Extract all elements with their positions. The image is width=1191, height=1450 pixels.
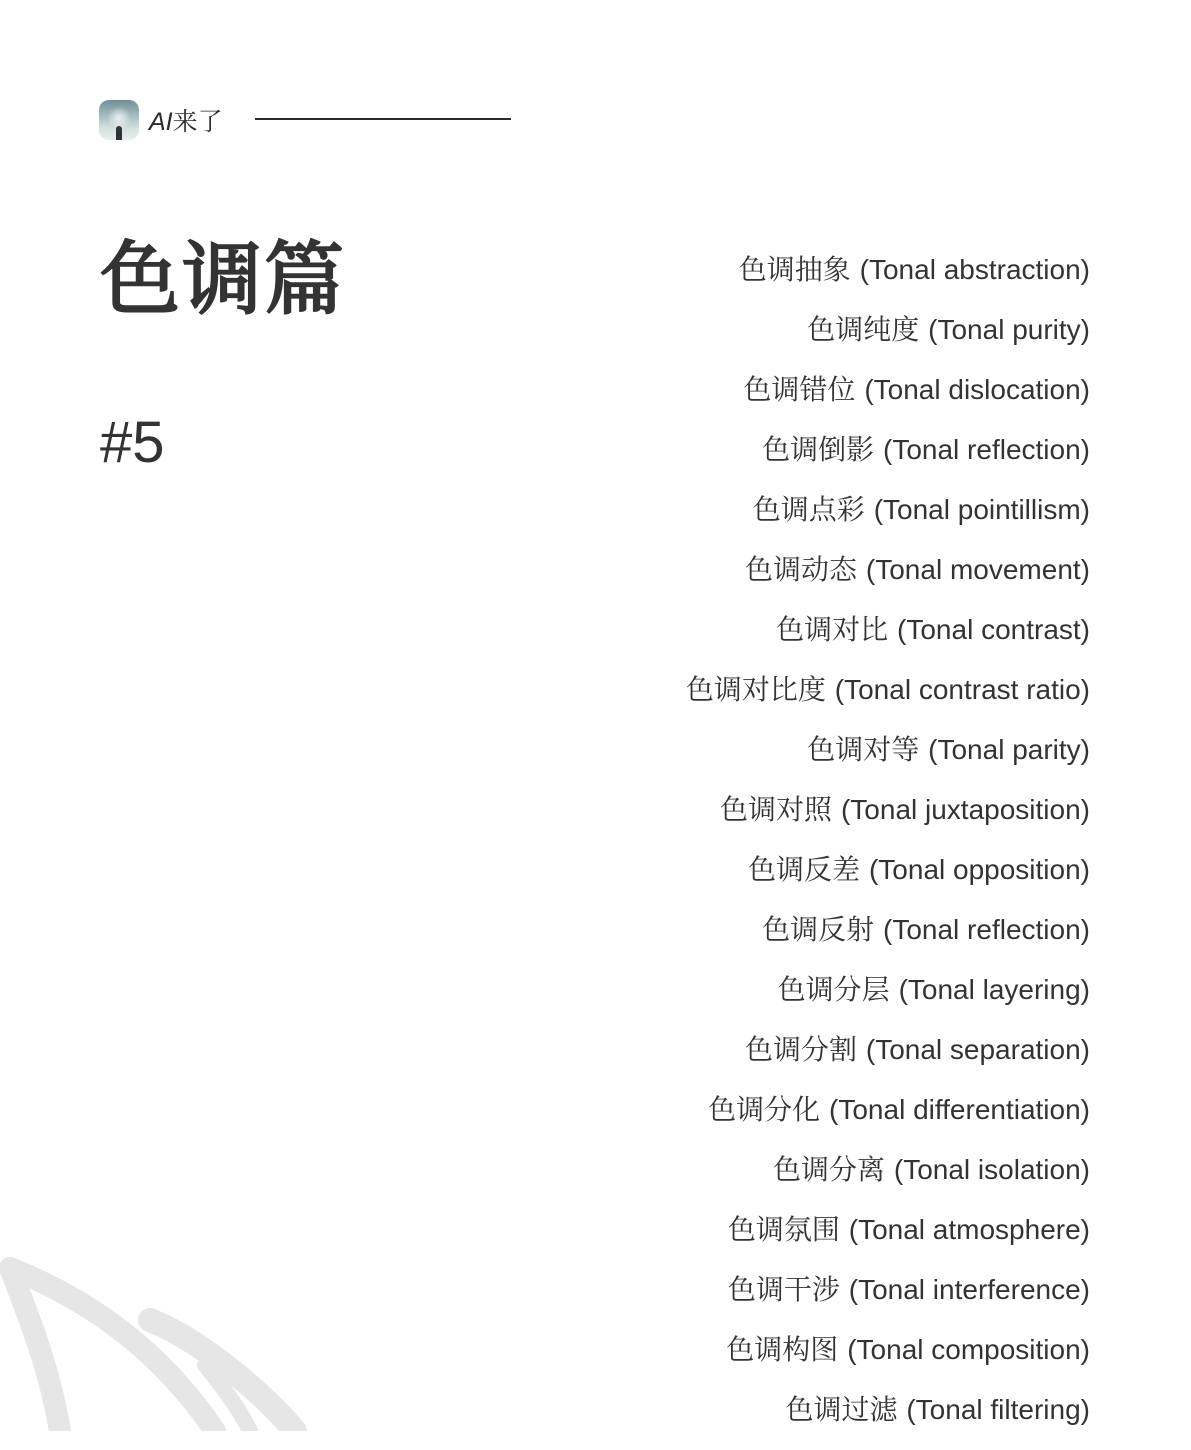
brand-name xyxy=(149,102,223,138)
list-item xyxy=(686,1390,1090,1450)
term-en: (Tonal reflection) xyxy=(883,434,1090,465)
term-zh: 色调对等 xyxy=(807,733,920,766)
term-zh: 色调错位 xyxy=(743,373,856,406)
list-item xyxy=(686,550,1090,610)
term-zh: 色调抽象 xyxy=(738,253,851,286)
brand-header xyxy=(99,100,223,140)
brush-stroke-decoration-icon xyxy=(0,1240,330,1431)
term-en: (Tonal opposition) xyxy=(868,854,1090,885)
term-zh: 色调干涉 xyxy=(727,1273,840,1306)
term-en: (Tonal reflection) xyxy=(883,914,1090,945)
list-item xyxy=(686,970,1090,1030)
brand-name-suffix: 来了 xyxy=(172,107,223,136)
term-zh: 色调反差 xyxy=(748,853,861,886)
term-en: (Tonal juxtaposition) xyxy=(840,794,1090,825)
term-en: (Tonal pointillism) xyxy=(873,494,1090,525)
term-en: (Tonal interference) xyxy=(848,1274,1090,1305)
brand-name-prefix: AI xyxy=(149,108,173,136)
list-item xyxy=(686,790,1090,850)
list-item xyxy=(686,310,1090,370)
list-item xyxy=(686,1330,1090,1390)
list-item xyxy=(686,670,1090,730)
term-zh: 色调分层 xyxy=(777,973,890,1006)
term-en: (Tonal abstraction) xyxy=(859,254,1090,285)
term-zh: 色调分离 xyxy=(772,1153,885,1186)
list-item xyxy=(686,610,1090,670)
term-zh: 色调构图 xyxy=(726,1333,839,1366)
term-zh: 色调对照 xyxy=(720,793,833,826)
term-zh: 色调过滤 xyxy=(785,1393,898,1426)
term-zh: 色调对比度 xyxy=(685,673,826,706)
term-en: (Tonal isolation) xyxy=(893,1154,1090,1185)
list-item xyxy=(686,1030,1090,1090)
list-item xyxy=(686,1090,1090,1150)
header-divider xyxy=(255,118,511,120)
list-item xyxy=(686,1270,1090,1330)
term-en: (Tonal composition) xyxy=(847,1334,1090,1365)
page-number: #5 xyxy=(100,410,165,475)
term-en: (Tonal filtering) xyxy=(906,1394,1090,1425)
term-zh: 色调倒影 xyxy=(762,433,875,466)
list-item xyxy=(686,850,1090,910)
logo-figure xyxy=(116,126,122,140)
term-list xyxy=(686,250,1090,1450)
list-item xyxy=(686,250,1090,310)
list-item xyxy=(686,490,1090,550)
term-zh: 色调氛围 xyxy=(727,1213,840,1246)
term-en: (Tonal dislocation) xyxy=(864,374,1090,405)
term-zh: 色调分割 xyxy=(744,1033,857,1066)
term-en: (Tonal contrast) xyxy=(897,614,1090,645)
page-title: 色调篇 xyxy=(100,233,346,326)
list-item xyxy=(686,910,1090,970)
term-en: (Tonal separation) xyxy=(865,1034,1090,1065)
term-zh: 色调分化 xyxy=(708,1093,821,1126)
avatar-logo-icon xyxy=(99,100,139,140)
term-en: (Tonal purity) xyxy=(928,314,1090,345)
list-item xyxy=(686,370,1090,430)
list-item xyxy=(686,430,1090,490)
term-zh: 色调反射 xyxy=(762,913,875,946)
term-en: (Tonal parity) xyxy=(928,734,1090,765)
term-en: (Tonal differentiation) xyxy=(829,1094,1090,1125)
term-en: (Tonal contrast ratio) xyxy=(834,674,1090,705)
term-en: (Tonal layering) xyxy=(898,974,1090,1005)
term-zh: 色调点彩 xyxy=(752,493,865,526)
term-en: (Tonal movement) xyxy=(865,554,1090,585)
list-item xyxy=(686,1210,1090,1270)
term-en: (Tonal atmosphere) xyxy=(848,1214,1090,1245)
term-zh: 色调对比 xyxy=(776,613,889,646)
term-zh: 色调动态 xyxy=(744,553,857,586)
term-zh: 色调纯度 xyxy=(807,313,920,346)
list-item xyxy=(686,1150,1090,1210)
list-item xyxy=(686,730,1090,790)
